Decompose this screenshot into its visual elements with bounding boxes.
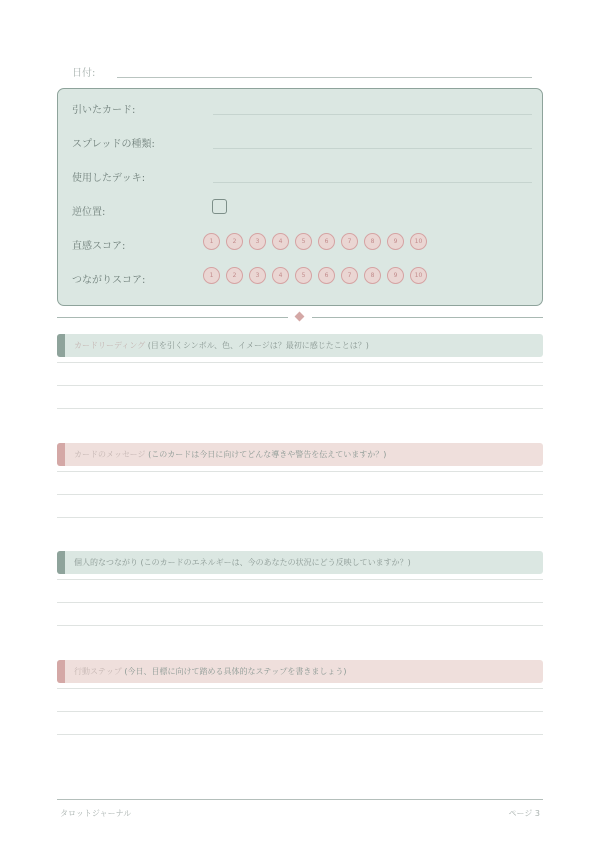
intuition-score-7[interactable]: 7 xyxy=(341,233,358,250)
writing-line xyxy=(57,688,543,689)
intuition-score-1[interactable]: 1 xyxy=(203,233,220,250)
deck-used-input-line[interactable] xyxy=(213,182,532,183)
section-header xyxy=(57,660,543,683)
section-title: 行動ステップ xyxy=(74,667,122,676)
section-header xyxy=(57,443,543,466)
section-action-steps xyxy=(57,660,543,743)
divider-line-left xyxy=(57,317,288,318)
ornamental-divider xyxy=(57,313,543,322)
intuition-score-5[interactable]: 5 xyxy=(295,233,312,250)
footer-divider xyxy=(57,799,543,800)
writing-area[interactable] xyxy=(57,466,543,526)
intuition-score-8[interactable]: 8 xyxy=(364,233,381,250)
writing-line xyxy=(57,579,543,580)
connection-score-9[interactable]: 9 xyxy=(387,267,404,284)
field-reversed xyxy=(72,199,532,219)
spread-type-input-line[interactable] xyxy=(213,148,532,149)
section-heading xyxy=(74,666,346,677)
section-accent-bar xyxy=(57,334,65,357)
writing-line xyxy=(57,517,543,518)
card-drawn-input-line[interactable] xyxy=(213,114,532,115)
connection-score-4[interactable]: 4 xyxy=(272,267,289,284)
intuition-score-3[interactable]: 3 xyxy=(249,233,266,250)
section-accent-bar xyxy=(57,443,65,466)
section-title: 個人的なつながり xyxy=(74,558,138,567)
writing-area[interactable] xyxy=(57,683,543,743)
section-header xyxy=(57,334,543,357)
connection-score-3[interactable]: 3 xyxy=(249,267,266,284)
footer-page-number: ページ 3 xyxy=(508,809,540,818)
intuition-score-4[interactable]: 4 xyxy=(272,233,289,250)
section-prompt: (今日、目標に向けて踏める具体的なステップを書きましょう) xyxy=(124,667,347,676)
connection-score-label: つながりスコア: xyxy=(72,275,146,286)
writing-line xyxy=(57,362,543,363)
footer-journal-title: タロットジャーナル xyxy=(60,809,132,818)
writing-line xyxy=(57,471,543,472)
section-card-reading xyxy=(57,334,543,417)
field-spread-type xyxy=(72,131,532,151)
section-heading xyxy=(74,557,411,568)
date-label: 日付: xyxy=(72,68,96,79)
date-row xyxy=(72,64,532,80)
field-card-drawn xyxy=(72,97,532,117)
writing-line xyxy=(57,408,543,409)
section-header xyxy=(57,551,543,574)
writing-area[interactable] xyxy=(57,574,543,634)
connection-score-5[interactable]: 5 xyxy=(295,267,312,284)
section-prompt: (このカードのエネルギーは、今のあなたの状況にどう反映していますか？) xyxy=(140,558,411,567)
intuition-score-label: 直感スコア: xyxy=(72,241,126,252)
connection-score-10[interactable]: 10 xyxy=(410,267,427,284)
divider-line-right xyxy=(312,317,543,318)
spread-type-label: スプレッドの種類: xyxy=(72,139,155,150)
section-personal-connection xyxy=(57,551,543,634)
reversed-checkbox[interactable] xyxy=(212,199,227,214)
reversed-label: 逆位置: xyxy=(72,207,106,218)
section-title: カードのメッセージ xyxy=(74,450,146,459)
connection-score-1[interactable]: 1 xyxy=(203,267,220,284)
diamond-ornament-icon xyxy=(295,312,305,322)
connection-score-2[interactable]: 2 xyxy=(226,267,243,284)
writing-line xyxy=(57,625,543,626)
section-accent-bar xyxy=(57,660,65,683)
writing-line xyxy=(57,711,543,712)
intuition-score-2[interactable]: 2 xyxy=(226,233,243,250)
section-heading xyxy=(74,449,386,460)
connection-score-scale xyxy=(203,267,427,284)
section-card-message xyxy=(57,443,543,526)
writing-line xyxy=(57,385,543,386)
writing-area[interactable] xyxy=(57,357,543,417)
intuition-score-scale xyxy=(203,233,427,250)
deck-used-label: 使用したデッキ: xyxy=(72,173,146,184)
field-deck-used xyxy=(72,165,532,185)
field-intuition-score xyxy=(72,233,532,253)
writing-line xyxy=(57,602,543,603)
connection-score-6[interactable]: 6 xyxy=(318,267,335,284)
section-heading xyxy=(74,340,369,351)
card-info-box xyxy=(57,88,543,306)
intuition-score-9[interactable]: 9 xyxy=(387,233,404,250)
section-prompt: (目を引くシンボル、色、イメージは？最初に感じたことは？) xyxy=(147,341,369,350)
section-title: カードリーディング xyxy=(74,341,146,350)
intuition-score-10[interactable]: 10 xyxy=(410,233,427,250)
field-connection-score xyxy=(72,267,532,287)
card-drawn-label: 引いたカード: xyxy=(72,105,136,116)
writing-line xyxy=(57,734,543,735)
section-accent-bar xyxy=(57,551,65,574)
section-prompt: (このカードは今日に向けてどんな導きや警告を伝えていますか？) xyxy=(148,450,387,459)
connection-score-7[interactable]: 7 xyxy=(341,267,358,284)
intuition-score-6[interactable]: 6 xyxy=(318,233,335,250)
date-input-line[interactable] xyxy=(117,77,532,78)
connection-score-8[interactable]: 8 xyxy=(364,267,381,284)
writing-line xyxy=(57,494,543,495)
